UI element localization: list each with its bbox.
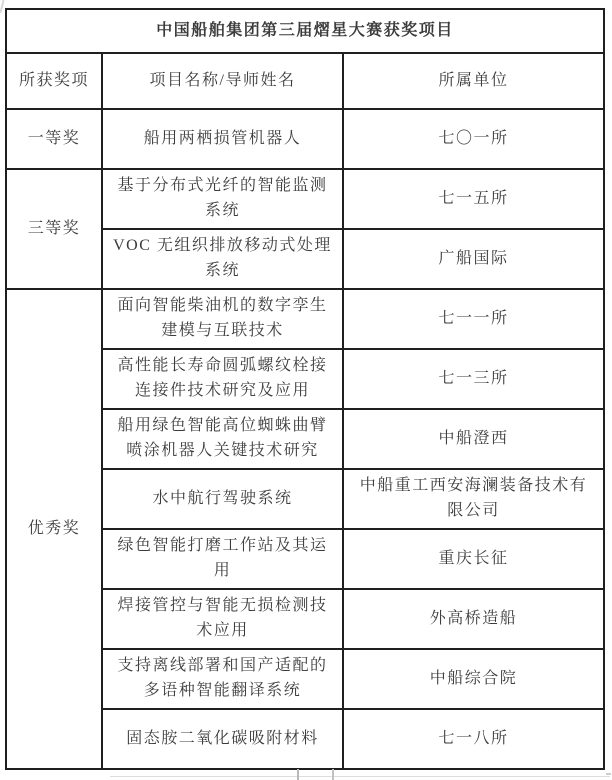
scan-artifact (110, 776, 610, 777)
project-cell: 面向智能柴油机的数字孪生建模与互联技术 (102, 289, 343, 349)
unit-cell: 中船综合院 (343, 649, 604, 709)
awards-table (5, 8, 605, 770)
scan-artifact (297, 769, 299, 780)
award-cell-first-prize: 一等奖 (6, 109, 102, 169)
unit-cell: 中船澄西 (343, 409, 604, 469)
unit-cell: 重庆长征 (343, 529, 604, 589)
column-header-project: 项目名称/导师姓名 (102, 53, 343, 109)
scan-artifact (0, 0, 5, 13)
award-cell-third-prize: 三等奖 (6, 169, 102, 289)
unit-cell: 七一八所 (343, 709, 604, 769)
scan-artifact (332, 769, 334, 780)
project-cell: 基于分布式光纤的智能监测系统 (102, 169, 343, 229)
column-header-unit: 所属单位 (343, 53, 604, 109)
column-header-award: 所获奖项 (6, 53, 102, 109)
table-row (6, 289, 604, 349)
table-row (6, 169, 604, 229)
unit-cell: 七一五所 (343, 169, 604, 229)
table-row (6, 109, 604, 169)
unit-cell: 七一三所 (343, 349, 604, 409)
project-cell: 焊接管控与智能无损检测技术应用 (102, 589, 343, 649)
project-cell: 固态胺二氧化碳吸附材料 (102, 709, 343, 769)
table-header-row (6, 53, 604, 109)
project-cell: VOC 无组织排放移动式处理系统 (102, 229, 343, 289)
project-cell: 高性能长寿命圆弧螺纹栓接连接件技术研究及应用 (102, 349, 343, 409)
project-cell: 绿色智能打磨工作站及其运用 (102, 529, 343, 589)
unit-cell: 中船重工西安海澜装备技术有限公司 (343, 469, 604, 529)
page-title: 中国船舶集团第三届熠星大赛获奖项目 (6, 9, 604, 53)
unit-cell: 广船国际 (343, 229, 604, 289)
award-cell-excellence-prize: 优秀奖 (6, 289, 102, 769)
unit-cell: 七一一所 (343, 289, 604, 349)
scan-artifact (606, 773, 611, 775)
project-cell: 水中航行驾驶系统 (102, 469, 343, 529)
unit-cell: 外高桥造船 (343, 589, 604, 649)
table-row (6, 9, 604, 53)
project-cell: 船用两栖损管机器人 (102, 109, 343, 169)
project-cell: 支持离线部署和国产适配的多语种智能翻译系统 (102, 649, 343, 709)
project-cell: 船用绿色智能高位蜘蛛曲臂喷涂机器人关键技术研究 (102, 409, 343, 469)
unit-cell: 七〇一所 (343, 109, 604, 169)
